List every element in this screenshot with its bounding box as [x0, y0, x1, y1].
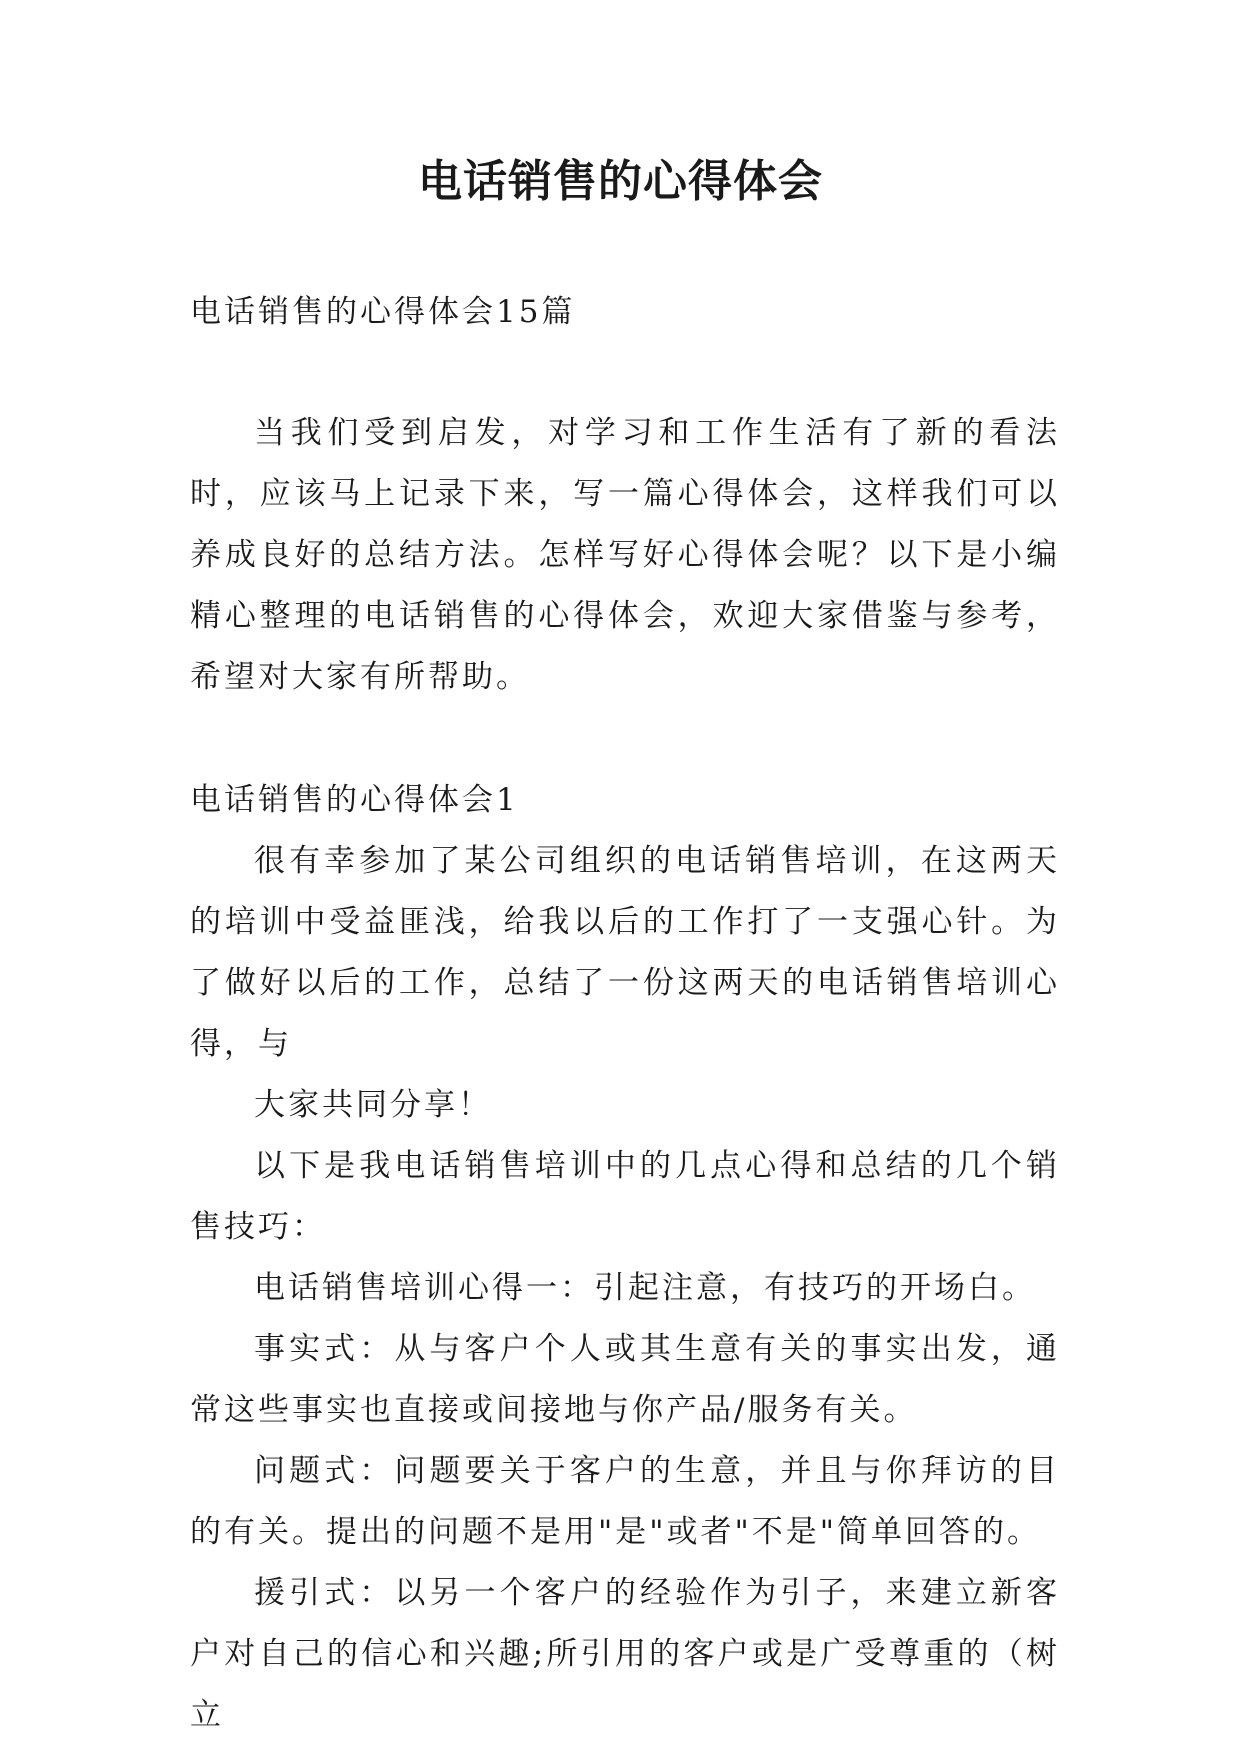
body-paragraph: 很有幸参加了某公司组织的电话销售培训，在这两天的培训中受益匪浅，给我以后的工作打了一支强心针。为了做好以后的工作，总结了一份这两天的电话销售培训心得，与: [190, 843, 1060, 1062]
body-paragraph: 大家共同分享！: [254, 1087, 492, 1123]
document-subtitle: 电话销售的心得体会15篇: [190, 294, 576, 330]
body-paragraph: 援引式：以另一个客户的经验作为引子，来建立新客户对自己的信心和兴趣;所引用的客户或是广受尊重的（树立: [190, 1575, 1060, 1733]
document-title: 电话销售的心得体会: [418, 156, 823, 207]
body-paragraph: 问题式：问题要关于客户的生意，并且与你拜访的目的有关。提出的问题不是用"是"或者"不是"简单回答的。: [190, 1453, 1060, 1550]
body-paragraph: 事实式：从与客户个人或其生意有关的事实出发，通常这些事实也直接或间接地与你产品/服务有关。: [190, 1331, 1060, 1428]
body-paragraph: 以下是我电话销售培训中的几点心得和总结的几个销售技巧：: [190, 1148, 1060, 1245]
section-heading: 电话销售的心得体会1: [190, 782, 519, 818]
document-body: [190, 282, 1060, 1746]
intro-paragraph: 当我们受到启发，对学习和工作生活有了新的看法时，应该马上记录下来，写一篇心得体会，这样我们可以养成良好的总结方法。怎样写好心得体会呢？以下是小编精心整理的电话销售的心得体会，欢迎大家借鉴与参考，希望对大家有所帮助。: [190, 415, 1060, 695]
body-paragraph: 电话销售培训心得一：引起注意，有技巧的开场白。: [254, 1270, 1036, 1306]
